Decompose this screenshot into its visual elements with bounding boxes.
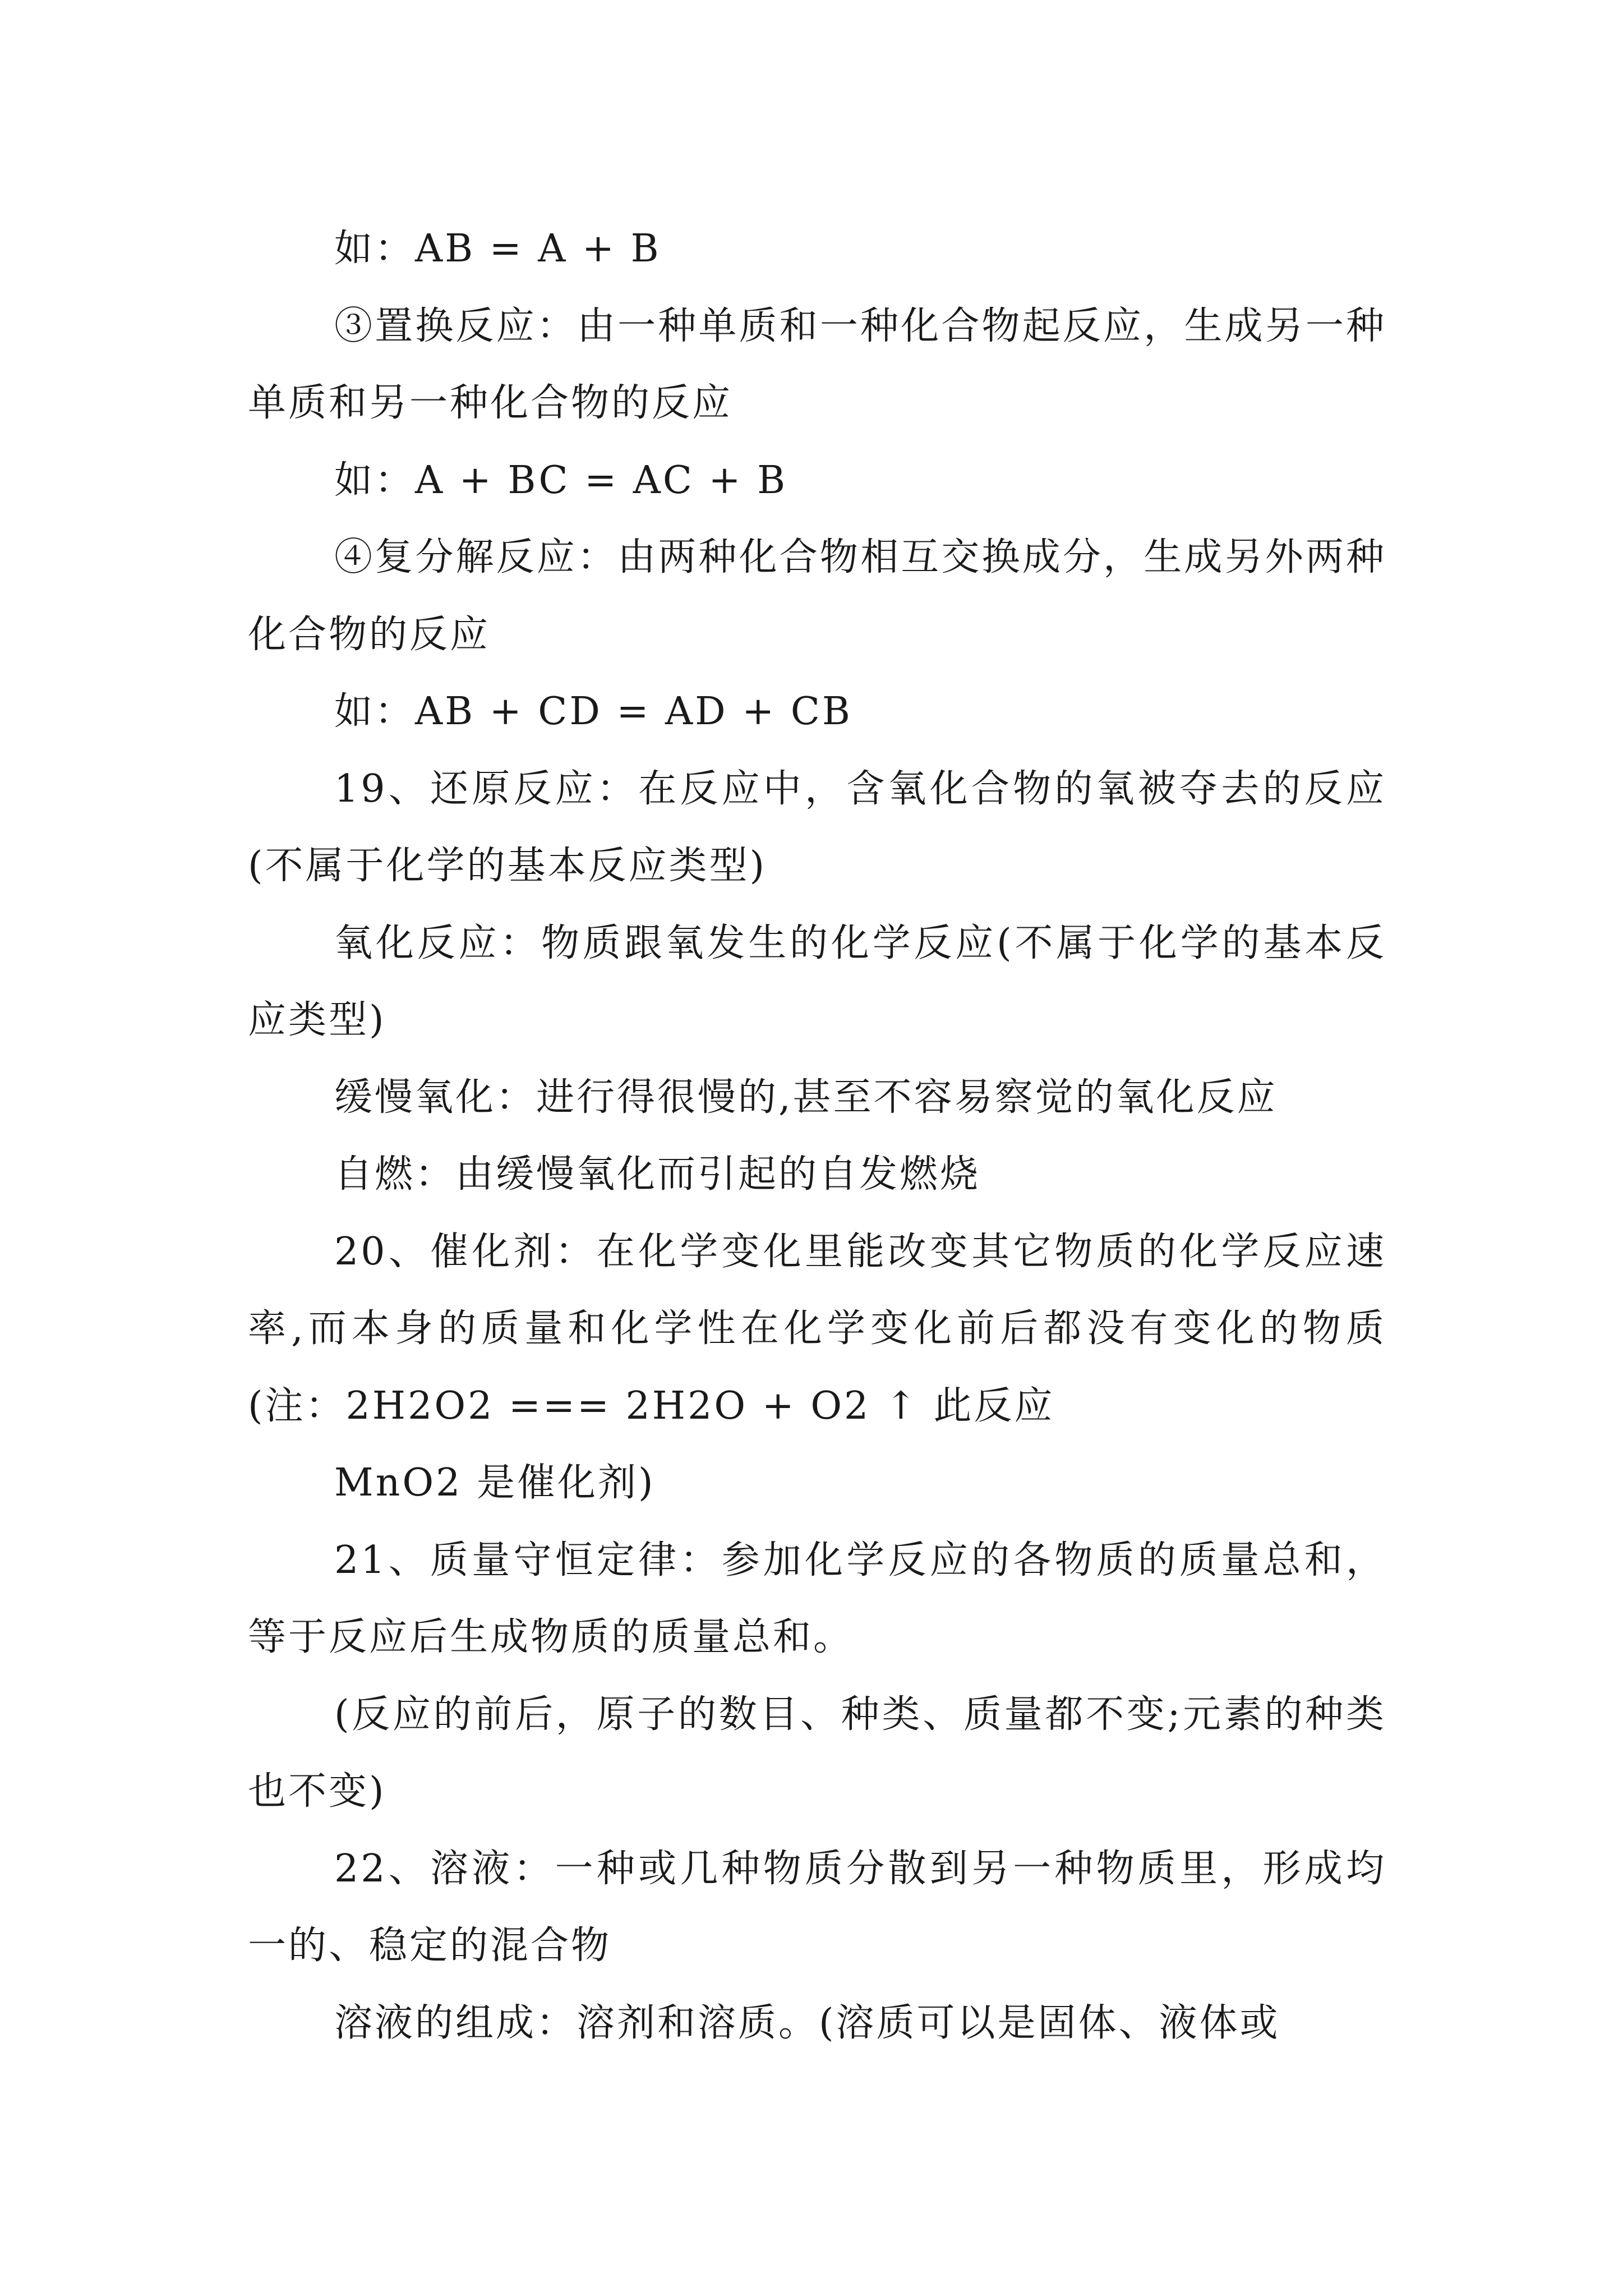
definition-slow-oxidation: 缓慢氧化：进行得很慢的,甚至不容易察觉的氧化反应 (334, 1075, 1278, 1120)
definition-solution: 22、溶液：一种或几种物质分散到另一种物质里，形成均一的、稳定的混合物 (248, 1846, 1386, 1968)
definition-conservation-of-mass: 21、质量守恒定律：参加化学反应的各物质的质量总和，等于反应后生成物质的质量总和。 (248, 1538, 1386, 1659)
conservation-note: (反应的前后，原子的数目、种类、质量都不变;元素的种类也不变) (248, 1692, 1386, 1814)
definition-reduction-reaction: 19、还原反应：在反应中，含氧化合物的氧被夺去的反应(不属于化学的基本反应类型) (248, 766, 1386, 888)
definition-oxidation-reaction: 氧化反应：物质跟氧发生的化学反应(不属于化学的基本反应类型) (248, 921, 1386, 1042)
example-displacement: 如：A + BC = AC + B (334, 458, 788, 503)
document-body (248, 210, 1386, 2062)
definition-catalyst: 20、催化剂：在化学变化里能改变其它物质的化学反应速率,而本身的质量和化学性在化学变化前后都没有变化的物质(注：2H2O2 === 2H2O + O2 ↑ 此反应 (248, 1229, 1386, 1428)
example-double-decomposition: 如：AB + CD = AD + CB (334, 689, 852, 734)
definition-displacement-reaction: ③置换反应：由一种单质和一种化合物起反应，生成另一种单质和另一种化合物的反应 (248, 303, 1386, 425)
solution-composition: 溶液的组成：溶剂和溶质。(溶质可以是固体、液体或 (334, 2000, 1280, 2045)
example-decomposition: 如：AB = A + B (334, 227, 661, 271)
catalyst-note: MnO2 是催化剂) (334, 1461, 656, 1505)
definition-spontaneous-combustion: 自燃：由缓慢氧化而引起的自发燃烧 (334, 1152, 981, 1197)
definition-double-decomposition: ④复分解反应：由两种化合物相互交换成分，生成另外两种化合物的反应 (248, 535, 1386, 657)
